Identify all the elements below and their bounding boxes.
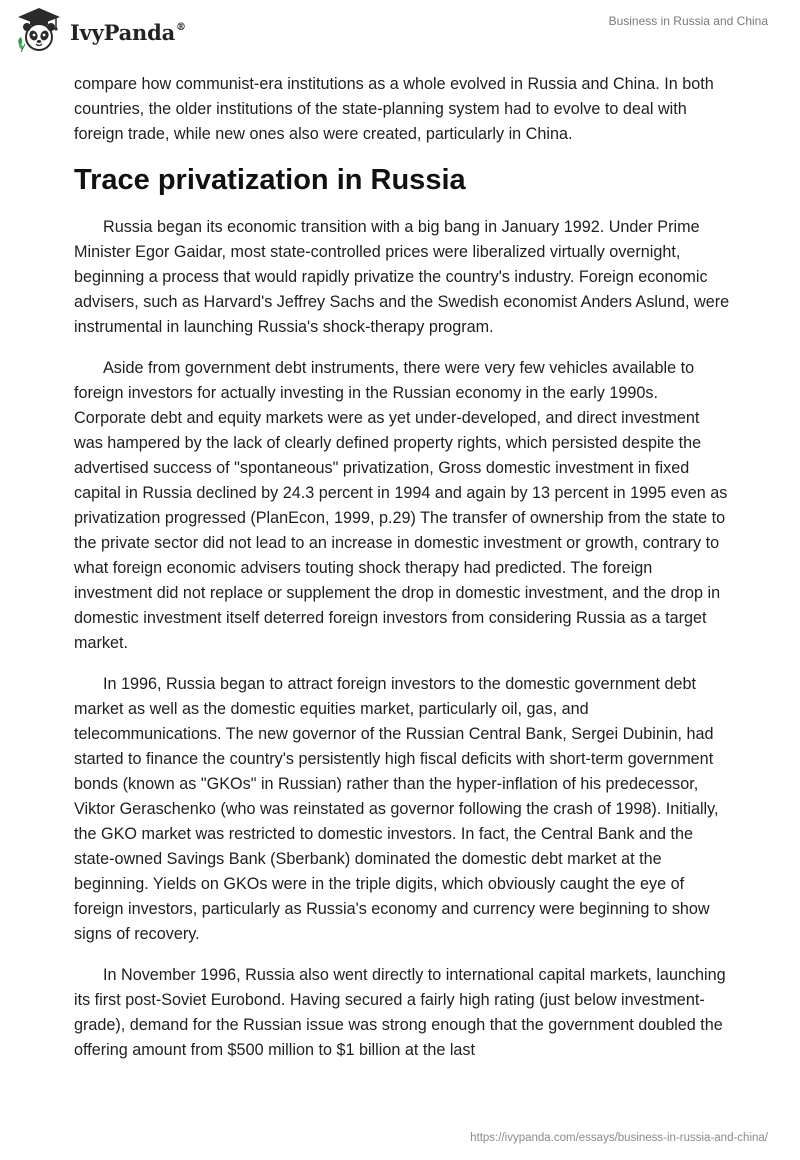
section-heading: Trace privatization in Russia	[74, 164, 466, 196]
paragraph: In November 1996, Russia also went directly to international capital markets, launching its first post-Soviet Eurobond. Having secured a fairly high rating (just below investment-grade), demand for the Russian issue was strong enough that the government doubled the offering amount from $500 million to $1 billion at the last	[74, 966, 726, 1059]
running-title: Business in Russia and China	[608, 14, 768, 28]
ivypanda-logo[interactable]	[14, 6, 186, 54]
logo-text: IvyPanda®	[70, 19, 186, 45]
registered-mark: ®	[176, 21, 186, 33]
footer-url[interactable]: https://ivypanda.com/essays/business-in-russia-and-china/	[470, 1132, 768, 1144]
intro-paragraph: compare how communist-era institutions as a whole evolved in Russia and China. In both countries, the older institutions of the state-planning system had to evolve to deal with foreign trade, while new ones also were created, particularly in China.	[74, 75, 714, 143]
paragraph: In 1996, Russia began to attract foreign investors to the domestic government debt market as well as the domestic equities market, particularly oil, gas, and telecommunications. The new governor of the Russian Central Bank, Sergei Dubinin, had started to finance the country's persistently high fiscal deficits with short-term government bonds (known as "GKOs" in Russian) rather than the hyper-inflation of his predecessor, Viktor Geraschenko (who was reinstated as governor following the crash of 1998). Initially, the GKO market was restricted to domestic investors. In fact, the Central Bank and the state-owned Savings Bank (Sberbank) dominated the domestic debt market at the beginning. Yields on GKOs were in the triple digits, which obviously caught the eye of foreign investors, particularly as Russia's economy and currency were beginning to show signs of recovery.	[74, 675, 719, 943]
paragraph: Russia began its economic transition with a big bang in January 1992. Under Prime Minister Egor Gaidar, most state-controlled prices were liberalized virtually overnight, beginning a process that would rapidly privatize the country's industry. Foreign economic advisers, such as Harvard's Jeffrey Sachs and the Swedish economist Anders Aslund, were instrumental in launching Russia's shock-therapy program.	[74, 218, 730, 336]
panda-graduate-icon	[14, 6, 64, 54]
page-header	[0, 0, 800, 62]
article-body	[74, 72, 730, 1079]
paragraph: Aside from government debt instruments, there were very few vehicles available to foreign investors for actually investing in the Russian economy in the early 1990s. Corporate debt and equity markets were as yet under-developed, and direct investment was hampered by the lack of clearly defined property rights, which persisted despite the advertised success of "spontaneous" privatization, Gross domestic investment in fixed capital in Russia declined by 24.3 percent in 1994 and again by 13 percent in 1995 even as privatization progressed (PlanEcon, 1999, p.29) The transfer of ownership from the state to the private sector did not lead to an increase in domestic investment or growth, contrary to what foreign economic advisers touting shock therapy had predicted. The foreign investment did not replace or supplement the drop in domestic investment, and the drop in domestic investment itself deterred foreign investors from considering Russia as a target market.	[74, 359, 728, 652]
